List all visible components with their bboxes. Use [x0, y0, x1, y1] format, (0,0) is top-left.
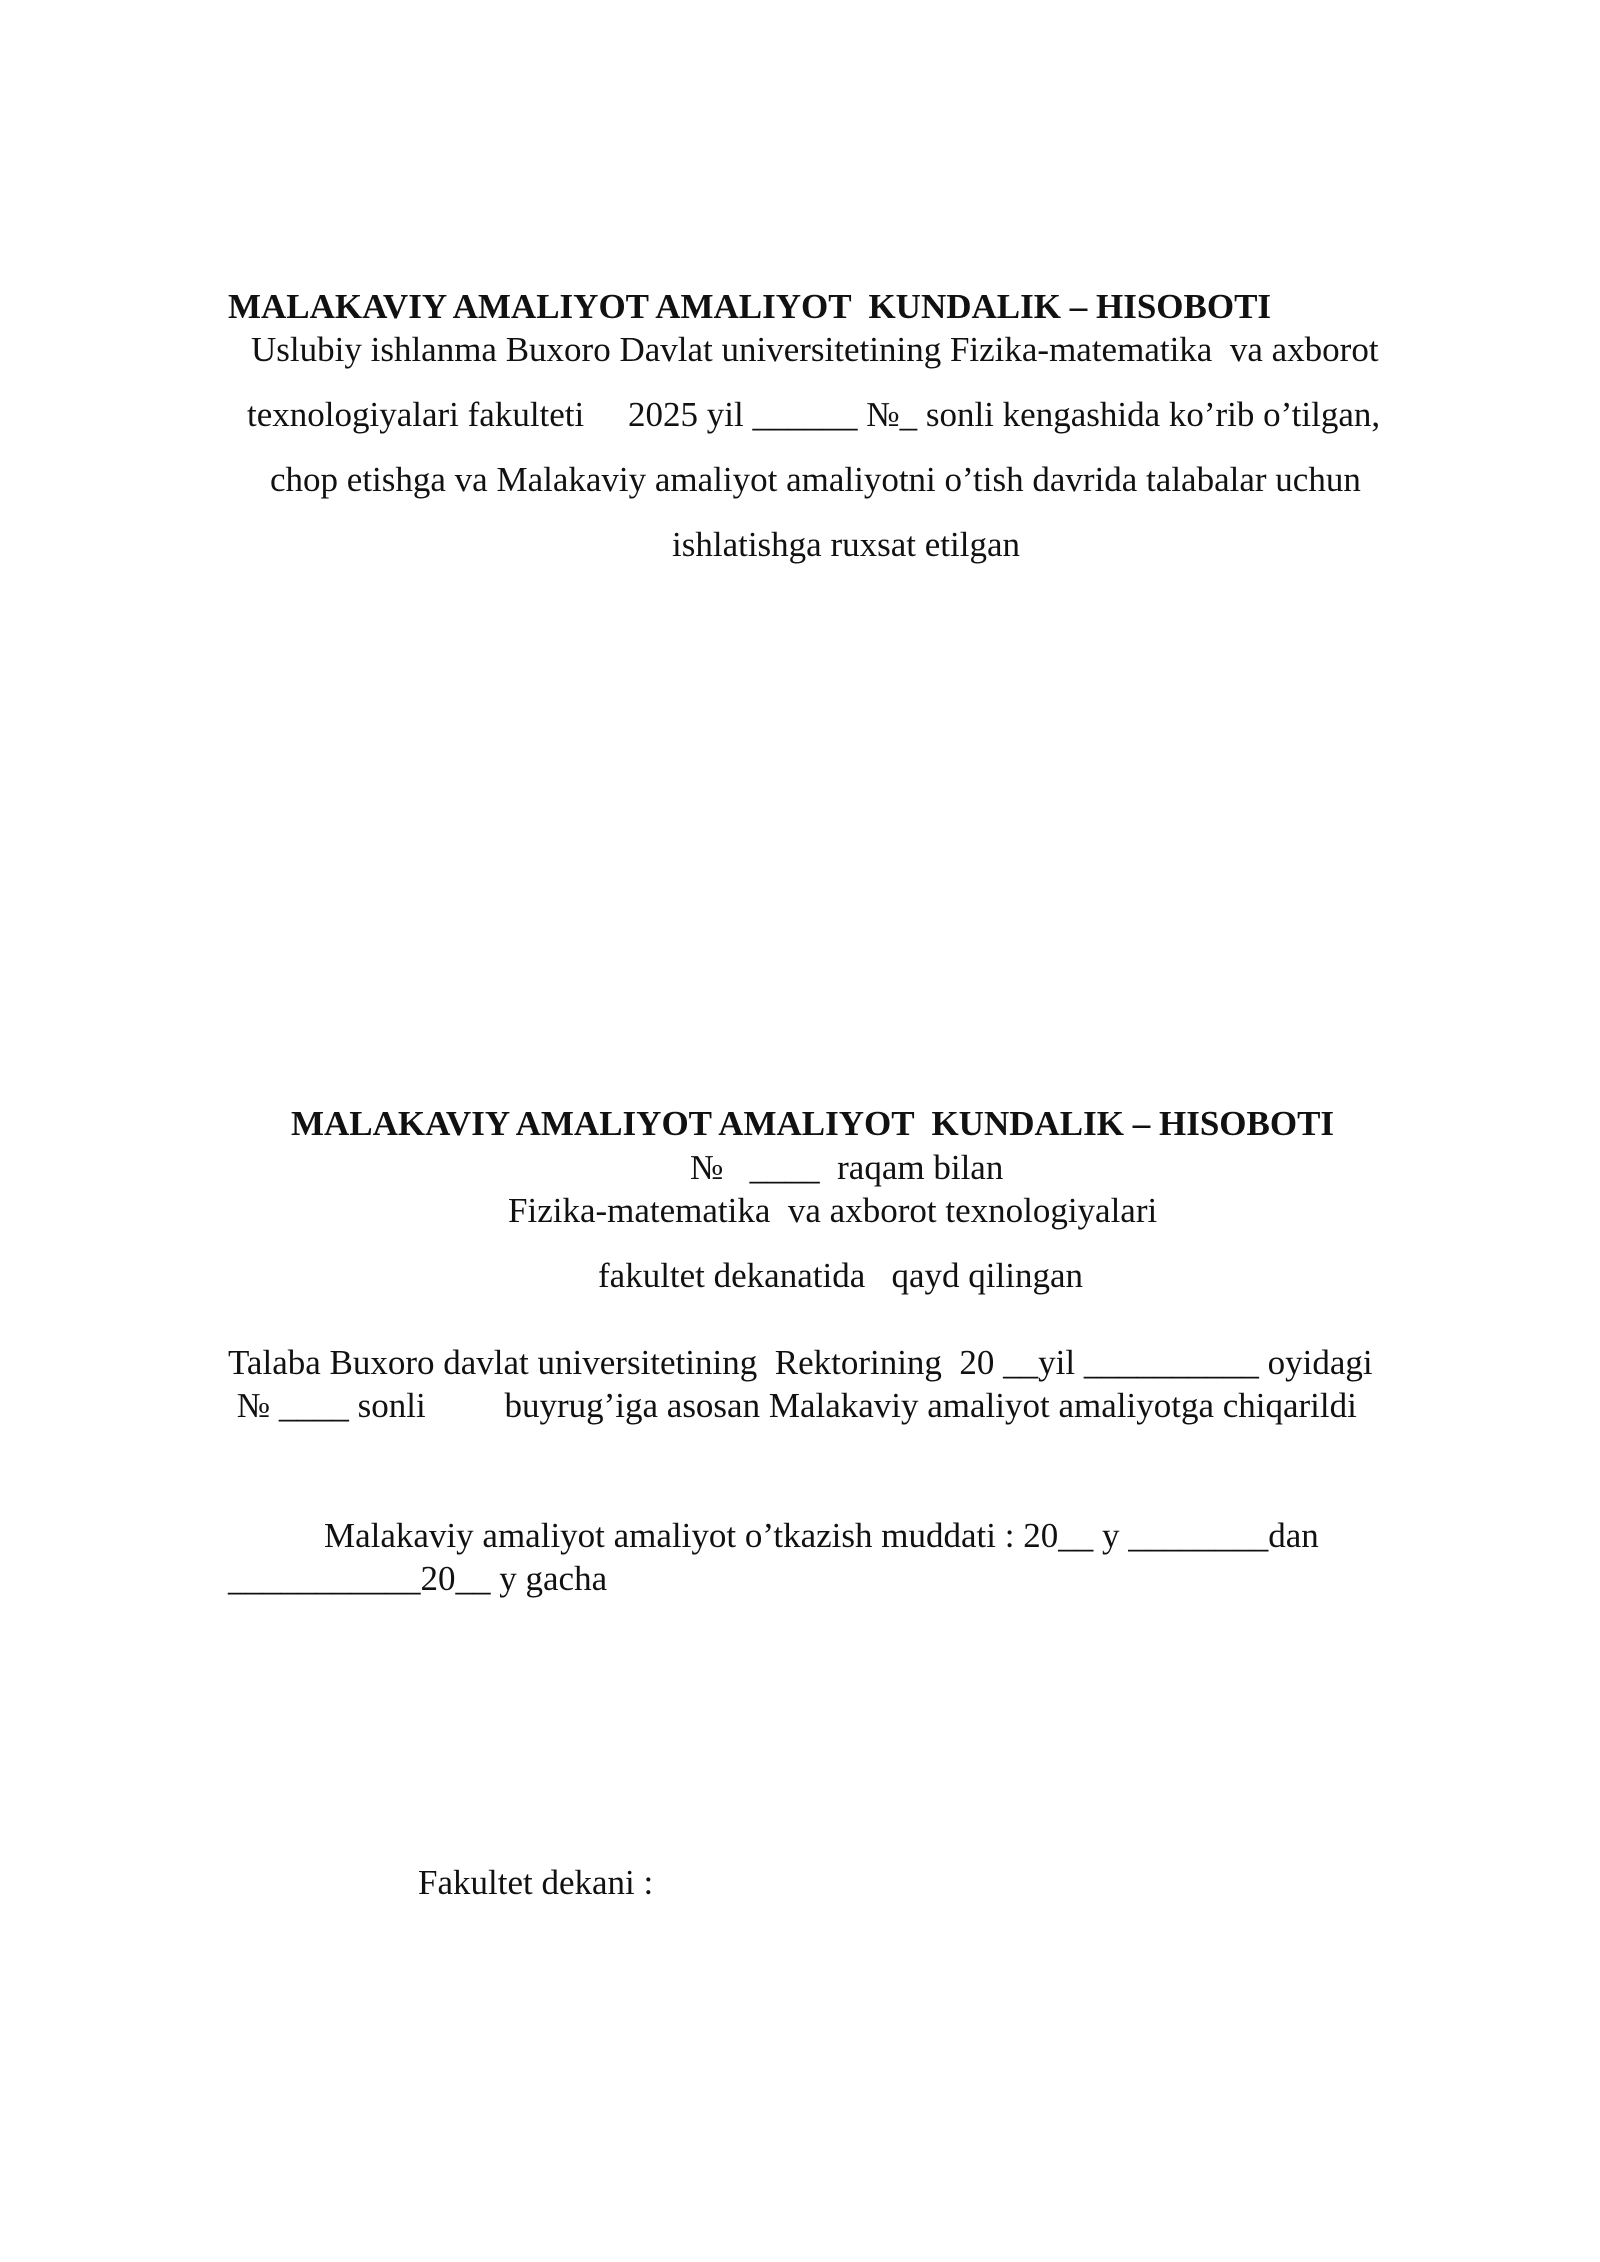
order-line-2: № ____ sonli buyrug’iga asosan Malakaviy amaliyot amaliyotga chiqarildi: [228, 1386, 1357, 1425]
approval-line-2: texnologiyalari fakulteti 2025 yil ______ №_ sonli kengashida ko’rib o’tilgan,: [247, 395, 1381, 434]
approval-line-4: ishlatishga ruxsat etilgan: [672, 525, 1020, 564]
dean-signature-label: Fakultet dekani :: [418, 1863, 654, 1902]
register-line: № ____ raqam bilan: [690, 1148, 1004, 1187]
section1-title: MALAKAVIY AMALIYOT AMALIYOT KUNDALIK – HISOBOTI: [228, 287, 1272, 326]
period-line-1: Malakaviy amaliyot amaliyot o’tkazish muddati : 20__ y ________dan: [324, 1516, 1319, 1555]
period-line-2: ___________20__ y gacha: [228, 1559, 608, 1598]
faculty-line: Fizika-matematika va axborot texnologiyalari: [508, 1191, 1158, 1230]
dean-office-line: fakultet dekanatida qayd qilingan: [598, 1256, 1083, 1295]
section2-title: MALAKAVIY AMALIYOT AMALIYOT KUNDALIK – HISOBOTI: [291, 1104, 1335, 1143]
order-line-1: Talaba Buxoro davlat universitetining Rektorining 20 __yil __________ oyidagi: [228, 1343, 1373, 1382]
approval-line-1: Uslubiy ishlanma Buxoro Davlat universitetining Fizika-matematika va axborot: [251, 330, 1379, 369]
approval-line-3: chop etishga va Malakaviy amaliyot amaliyotni o’tish davrida talabalar uchun: [270, 460, 1361, 499]
